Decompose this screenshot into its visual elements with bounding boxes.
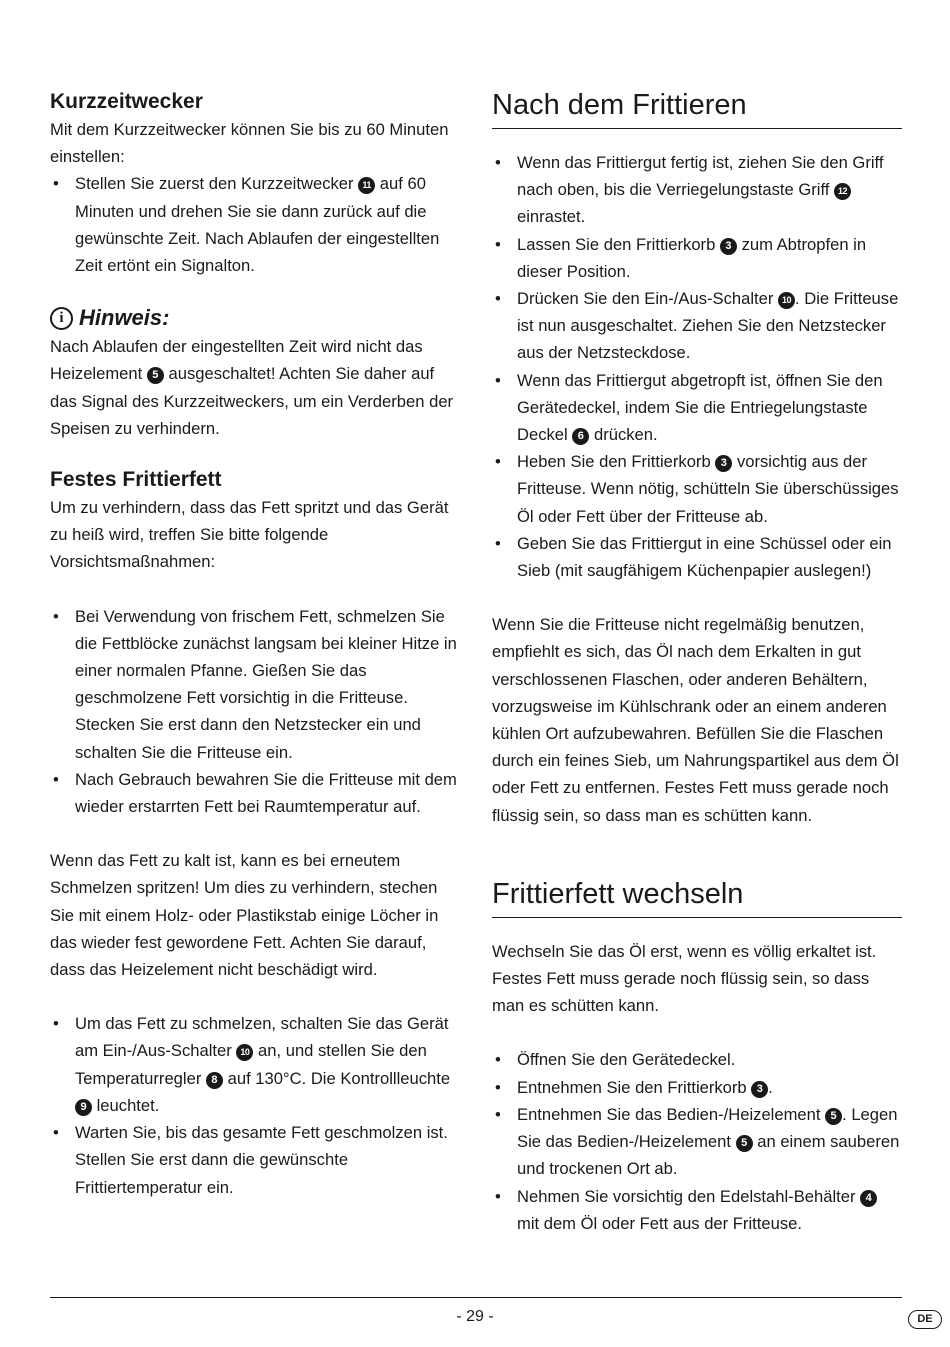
after-frying-heading: Nach dem Frittieren	[492, 88, 902, 129]
list-item: • Geben Sie das Frittiergut in eine Schüssel oder ein Sieb (mit saugfähigem Küchenpapier auslegen!)	[492, 530, 902, 584]
timer-intro: Mit dem Kurzzeitwecker können Sie bis zu 60 Minuten einstellen:	[50, 120, 449, 167]
list-item: • Heben Sie den Frittierkorb 3 vorsichtig aus der Fritteuse. Wenn nötig, schütteln Sie überschüssiges Öl oder Fett über der Fritteuse ab.	[492, 448, 902, 530]
solid-fat-intro: Um zu verhindern, dass das Fett spritzt und das Gerät zu heiß wird, treffen Sie bitte folgende Vorsichtsmaßnahmen:	[50, 498, 449, 572]
number-badge-icon: 3	[715, 455, 732, 472]
info-icon: i	[50, 307, 73, 330]
number-badge-icon: 8	[206, 1072, 223, 1089]
hint-header	[50, 303, 462, 333]
list-item: • Nehmen Sie vorsichtig den Edelstahl-Behälter 4 mit dem Öl oder Fett aus der Fritteuse.	[492, 1183, 902, 1237]
solid-fat-paragraph: Wenn das Fett zu kalt ist, kann es bei erneutem Schmelzen spritzen! Um dies zu verhindern, stechen Sie mit einem Holz- oder Plastikstab einige Löcher in das wieder fest gewordene Fett. Achten Sie darauf, dass das Heizelement nicht beschädigt wird.	[50, 851, 439, 980]
number-badge-icon: 5	[147, 367, 164, 384]
number-badge-icon: 3	[751, 1081, 768, 1098]
number-badge-icon: 5	[825, 1108, 842, 1125]
list-item: • Öffnen Sie den Gerätedeckel.	[492, 1046, 902, 1073]
number-badge-icon: 10	[778, 292, 795, 309]
solid-fat-heading: Festes Frittierfett	[50, 468, 222, 492]
list-item: • Wenn das Frittiergut abgetropft ist, öffnen Sie den Gerätedeckel, indem Sie die Entriegelungstaste Deckel 6 drücken.	[492, 367, 902, 449]
list-item: • Lassen Sie den Frittierkorb 3 zum Abtropfen in dieser Position.	[492, 231, 902, 285]
storage-paragraph: Wenn Sie die Fritteuse nicht regelmäßig benutzen, empfiehlt es sich, das Öl nach dem Erkalten in gut verschlossenen Flaschen, oder anderen Behältern, vorzugsweise im Kühlschrank oder an einem anderen kühlen Ort aufzubewahren. Befüllen Sie die Flaschen durch ein feines Sieb, um Nahrungspartikel aus dem Öl oder Fett zu entfernen. Festes Fett muss gerade noch flüssig sein, so dass man es schütten kann.	[492, 615, 899, 825]
list-item: • Wenn das Frittiergut fertig ist, ziehen Sie den Griff nach oben, bis die Verriegelungstaste Griff 12 einrastet.	[492, 149, 902, 231]
change-fat-paragraph: Wechseln Sie das Öl erst, wenn es völlig erkaltet ist. Festes Fett muss gerade noch flüssig sein, so dass man es schütten kann.	[492, 941, 877, 1016]
number-badge-icon: 6	[572, 428, 589, 445]
list-item: • Warten Sie, bis das gesamte Fett geschmolzen ist. Stellen Sie erst dann die gewünschte Frittiertemperatur ein.	[50, 1119, 462, 1201]
list-item: • Nach Gebrauch bewahren Sie die Fritteuse mit dem wieder erstarrten Fett bei Raumtemperatur auf.	[50, 766, 462, 820]
hint-title: Hinweis:	[79, 305, 170, 331]
page-number: - 29 -	[456, 1308, 494, 1325]
number-badge-icon: 4	[860, 1190, 877, 1207]
change-fat-list	[492, 1046, 902, 1236]
timer-heading: Kurzzeitwecker	[50, 90, 203, 113]
number-badge-icon: 11	[358, 177, 375, 194]
language-badge: DE	[908, 1310, 942, 1329]
solid-fat-list	[50, 603, 462, 821]
list-item: • Drücken Sie den Ein-/Aus-Schalter 10 . Die Fritteuse ist nun ausgeschaltet. Ziehen Sie den Netzstecker aus der Netzsteckdose.	[492, 285, 902, 367]
list-item: • Stellen Sie zuerst den Kurzzeitwecker 11 auf 60 Minuten und drehen Sie sie dann zurück auf die gewünschte Zeit. Nach Ablaufen der eingestellten Zeit ertönt ein Signalton.	[50, 170, 462, 279]
change-fat-heading: Frittierfett wechseln	[492, 877, 902, 918]
number-badge-icon: 3	[720, 238, 737, 255]
right-column	[492, 88, 902, 1237]
list-item: • Bei Verwendung von frischem Fett, schmelzen Sie die Fettblöcke zunächst langsam bei kleiner Hitze in einer normalen Pfanne. Gießen Sie das geschmolzene Fett vorsichtig in die Fritteuse. Stecken Sie erst dann den Netzstecker ein und schalten Sie die Fritteuse ein.	[50, 603, 462, 766]
hint-text: Nach Ablaufen der eingestellten Zeit wird nicht das Heizelement 5 ausgeschaltet! Achten Sie daher auf das Signal des Kurzzeitweckers, um ein Verderben der Speisen zu verhindern.	[50, 337, 454, 438]
after-frying-list	[492, 149, 902, 584]
melt-list	[50, 1010, 462, 1200]
list-item: • Entnehmen Sie den Frittierkorb 3 .	[492, 1074, 902, 1101]
left-column	[50, 88, 462, 1201]
list-item: • Um das Fett zu schmelzen, schalten Sie das Gerät am Ein-/Aus-Schalter 10 an, und stellen Sie den Temperaturregler 8 auf 130°C. Die Kontrollleuchte 9 leuchtet.	[50, 1010, 462, 1119]
number-badge-icon: 10	[236, 1044, 253, 1061]
footer-divider	[50, 1297, 902, 1298]
timer-list	[50, 170, 462, 279]
number-badge-icon: 5	[736, 1135, 753, 1152]
list-item: • Entnehmen Sie das Bedien-/Heizelement 5 . Legen Sie das Bedien-/Heizelement 5 an einem sauberen und trockenen Ort ab.	[492, 1101, 902, 1183]
number-badge-icon: 9	[75, 1099, 92, 1116]
number-badge-icon: 12	[834, 183, 851, 200]
